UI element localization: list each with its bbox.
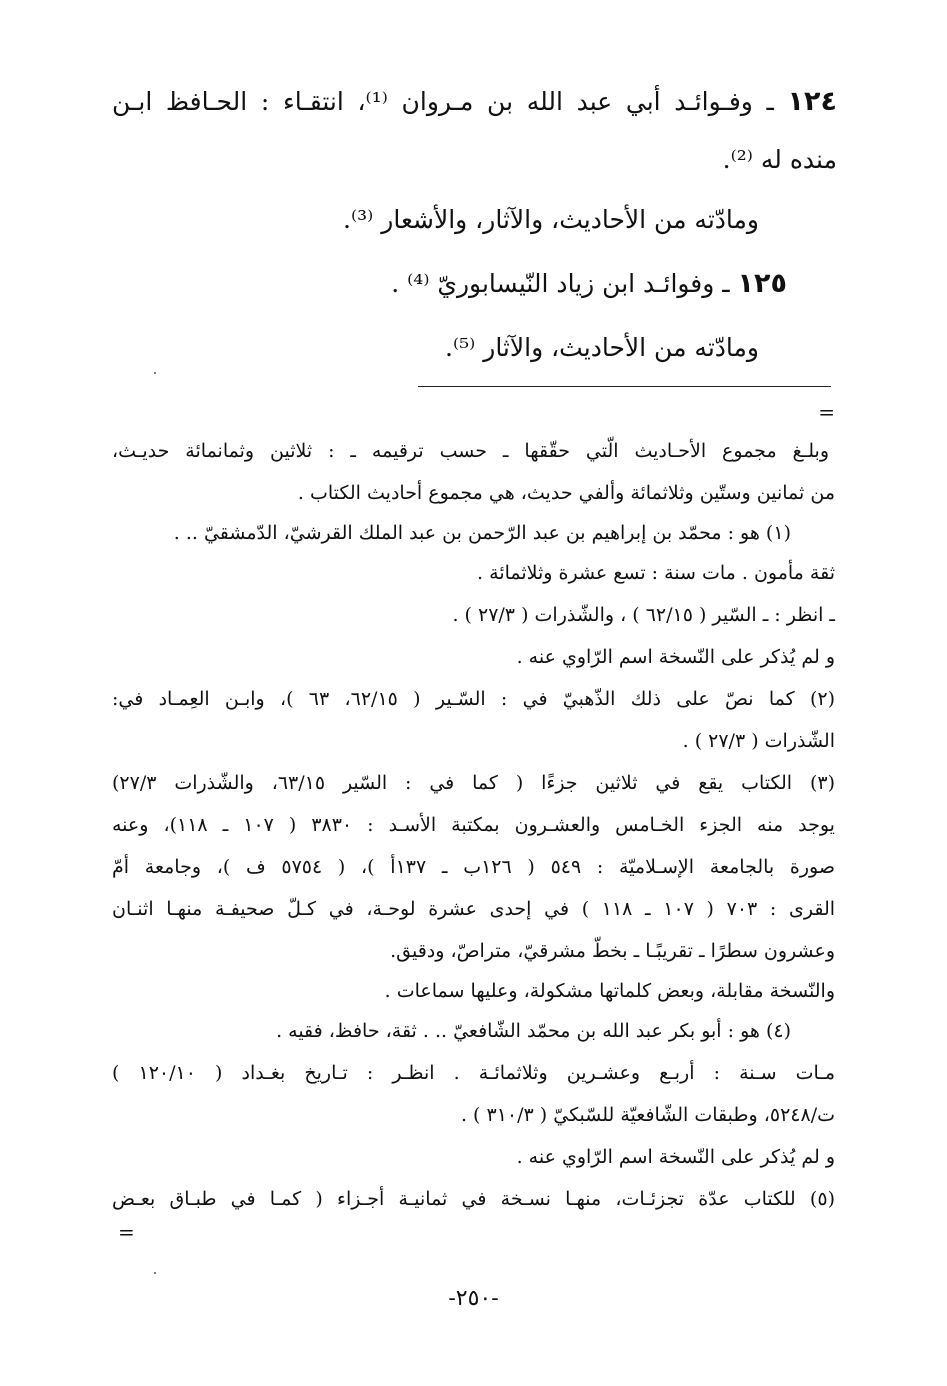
entry-number: ١٢٥: [737, 268, 787, 299]
footnote-line: وعشرون سطرًا ـ تقريبًـا ـ بخطّ مشرقيّ، متراصّ، ودقيق.: [390, 940, 835, 962]
entry-125-material: ومادّته من الأحاديث، والآثار ⁽⁵⁾.: [445, 333, 759, 362]
footnote-line: (٤) هو : أبو بكر عبد الله بن محمّد الشّافعيّ .. . ثقة، حافظ، فقيه .: [276, 1020, 791, 1042]
footnote-line: وبلـغ مجموع الأحـاديث الّتي حقّقها ـ حسب ترقيمه ـ : ثلاثين وثمانمائة حديـث،: [112, 440, 829, 462]
continuation-mark: =: [818, 400, 835, 424]
entry-125-line: [391, 264, 787, 304]
entry-124-line-2: منده له ⁽²⁾.: [722, 145, 837, 174]
page-number: -٢٥٠-: [448, 1286, 499, 1311]
continuation-mark: =: [118, 1220, 135, 1244]
footnote-line: و لم يُذكر على النّسخة اسم الرّاوي عنه .: [516, 646, 835, 668]
entry-text: ـ وفوائـد ابن زياد النّيسابوريّ ⁽⁴⁾ .: [391, 269, 738, 298]
footnote-line: والنّسخة مقابلة، وبعض كلماتها مشكولة، وعليها سماعات .: [384, 980, 835, 1002]
footnote-line: (٥) للكتاب عدّة تجزئـات، منهـا نسـخة في ثمانيـة أجـزاء ( كمـا في طبـاق بعـض: [112, 1188, 835, 1210]
footnote-line: صورة بالجامعة الإسـلاميّة : ٥٤٩ ( ١٢٦ب ـ ١٣٧أ )، ( ٥٧٥٤ ف )، وجامعة أمّ: [112, 856, 835, 878]
footnote-line: من ثمانين وستّين وثلاثمائة وألفي حديث، هي مجموع أحاديث الكتاب .: [297, 482, 835, 504]
footnote-line: (٣) الكتاب يقع في ثلاثين جزءًا ( كما في : السّير ٦٣/١٥، والشّذرات ٢٧/٣): [112, 772, 835, 794]
footnote-line: و لم يُذكر على النّسخة اسم الرّاوي عنه .: [516, 1146, 835, 1168]
footnote-line: يوجد منه الجزء الخـامس والعشـرون بمكتبة الأسـد : ٣٨٣٠ ( ١٠٧ ـ ١١٨)، وعنه: [112, 814, 835, 836]
scan-speck: [154, 1272, 156, 1274]
footnote-line: القرى : ٧٠٣ ( ١٠٧ ـ ١١٨ ) في إحدى عشرة لوحـة، في كـلّ صحيفـة منهـا اثنـان: [112, 898, 836, 920]
footnote-line: الشّذرات ( ٢٧/٣ ) .: [682, 730, 835, 752]
footnote-line: ت/٥٢٤٨، وطبقات الشّافعيّة للسّبكيّ ( ٣١٠/٣ ) .: [460, 1104, 835, 1126]
footnote-line: ـ انظر : ـ السّير ( ٦٢/١٥ ) ، والشّذرات ( ٢٧/٣ ) .: [452, 604, 835, 626]
footnote-line: ثقة مأمون . مات سنة : تسع عشرة وثلاثمائة .: [477, 562, 835, 584]
entry-text: ـ وفـوائـد أبي عبد الله بن مـروان ⁽¹⁾، انتقـاء : الحـافظ ابـن: [112, 87, 788, 116]
footnote-line: (٢) كما نصّ على ذلك الذّهبيّ في : السّـير ( ٦٢/١٥، ٦٣ )، وابـن العِمـاد في:: [112, 688, 835, 710]
scan-speck: [154, 372, 156, 374]
footnote-line: (١) هو : محمّد بن إبراهيم بن عبد الرّحمن بن عبد الملك القرشيّ، الدّمشقيّ .. .: [173, 522, 791, 544]
entry-number: ١٢٤: [787, 86, 837, 117]
footnote-line: مـات سـنة : أربـع وعشـرين وثلاثمائـة . انظـر : تـاريخ بغـداد ( ١٢٠/١٠ ): [112, 1062, 836, 1084]
entry-124-material: ومادّته من الأحاديث، والآثار، والأشعار ⁽³⁾.: [343, 205, 759, 234]
entry-124-line-1: [112, 82, 837, 122]
footnote-separator: [418, 386, 831, 387]
